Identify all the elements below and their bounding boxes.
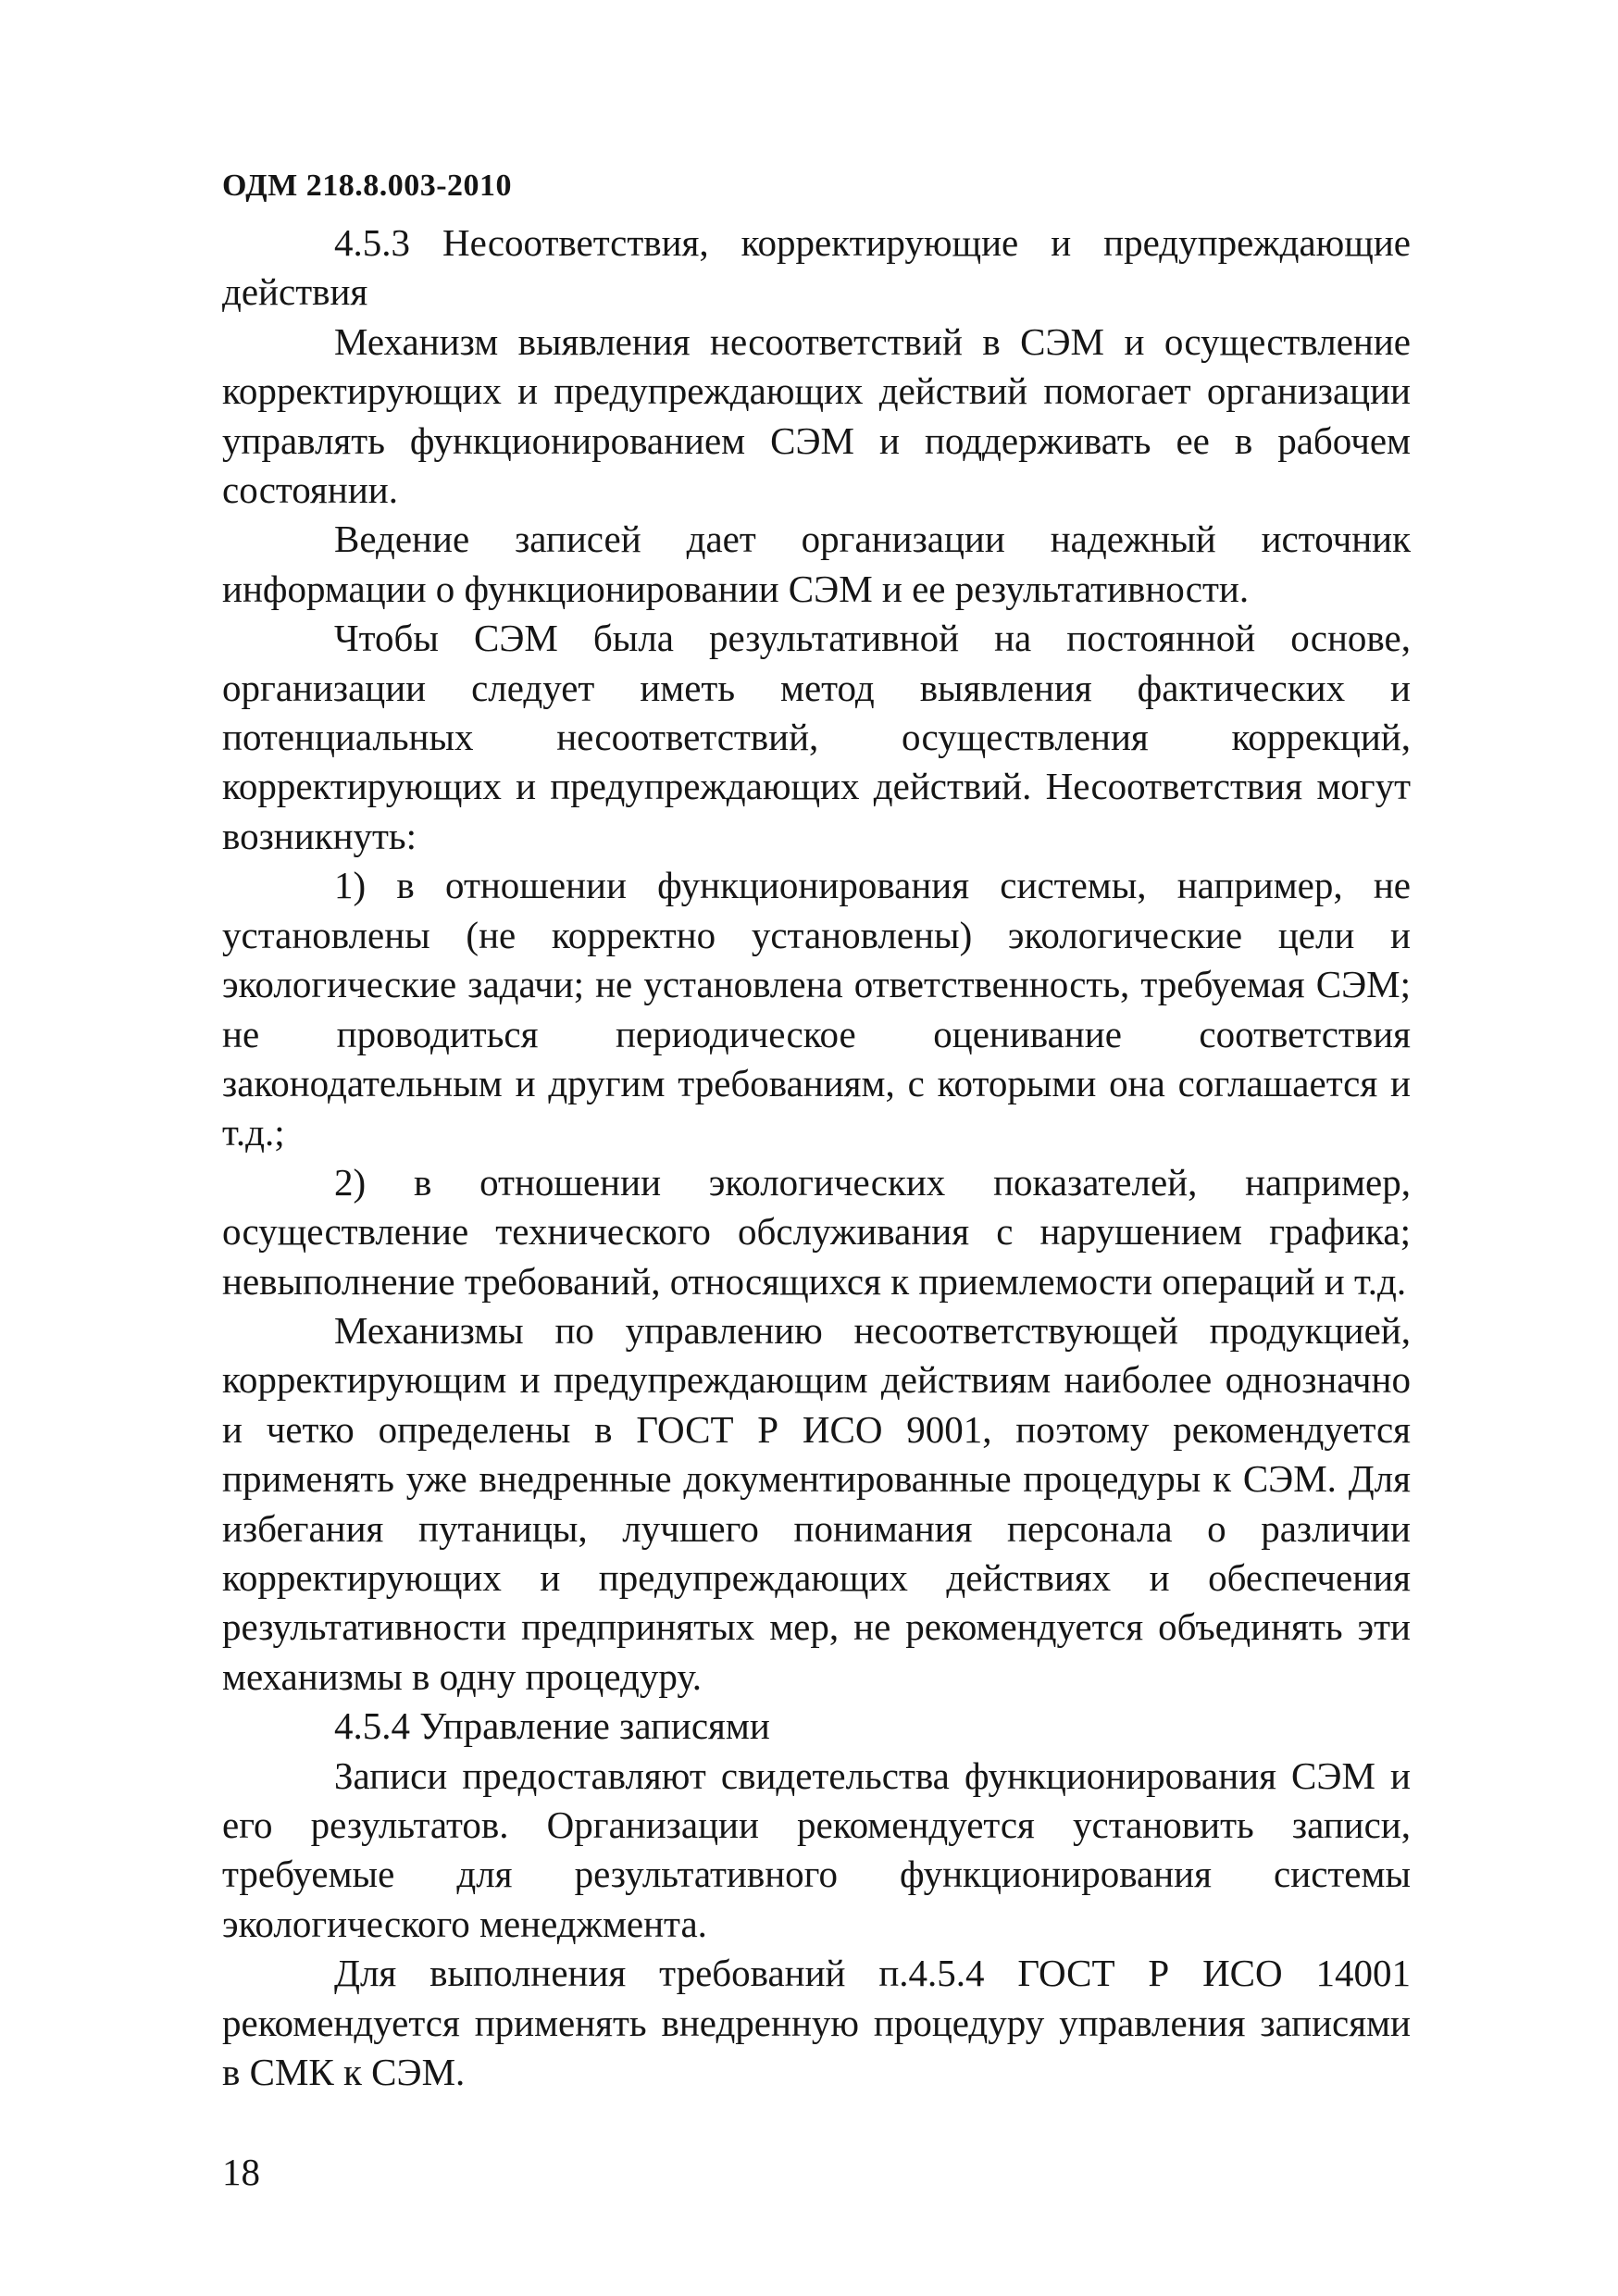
document-body (222, 218, 1411, 2097)
paragraph: Ведение записей дает организации надежный источник информации о функционировании СЭМ и ее результативности. (222, 518, 1411, 610)
paragraph: Для выполнения требований п.4.5.4 ГОСТ Р ИСО 14001 рекомендуется применять внедренную процедуру управления записями в СМК к СЭМ. (222, 1952, 1411, 2094)
paragraph: Записи предоставляют свидетельства функционирования СЭМ и его результатов. Организации рекомендуется установить записи, требуемые для результативного функционирования системы экологического менеджмента. (222, 1753, 1411, 1945)
section-heading-4-5-3: 4.5.3 Несоответствия, корректирующие и предупреждающие действия (222, 221, 1411, 314)
paragraph: Механизм выявления несоответствий в СЭМ и осуществление корректирующих и предупреждающих действий помогает организации управлять функционированием СЭМ и поддерживать ее в рабочем состоянии. (222, 319, 1411, 512)
document-code: ОДМ 218.8.003-2010 (222, 168, 513, 203)
paragraph: Механизмы по управлению несоответствующей продукцией, корректирующим и предупреждающим действиям наиболее однозначно и четко определены в ГОСТ Р ИСО 9001, поэтому рекомендуется применять уже внедренные документированные процедуры к СЭМ. Для избегания путаницы, лучшего понимания персонала о различии корректирующих и предупреждающих действиях и обеспечения результативности предпринятых мер, не рекомендуется объединять эти механизмы в одну процедуру. (222, 1308, 1411, 1698)
section-heading-4-5-4: 4.5.4 Управление записями (334, 1704, 770, 1748)
page-number: 18 (222, 2151, 260, 2193)
list-item-2: 2) в отношении экологических показателей, например, осуществление технического обслуживания с нарушением графика; невыполнение требований, относящихся к приемлемости операций и т.д. (222, 1160, 1411, 1303)
list-item-1: 1) в отношении функционирования системы, например, не установлены (не корректно установлены) экологические цели и экологические задачи; не установлена ответственность, требуемая СЭМ; не проводиться периодическое оценивание соответствия законодательным и другим требованиям, с которыми она соглашается и т.д.; (222, 864, 1411, 1154)
paragraph: Чтобы СЭМ была результативной на постоянной основе, организации следует иметь метод выявления фактических и потенциальных несоответствий, осуществления коррекций, корректирующих и предупреждающих действий. Несоответствия могут возникнуть: (222, 617, 1411, 857)
